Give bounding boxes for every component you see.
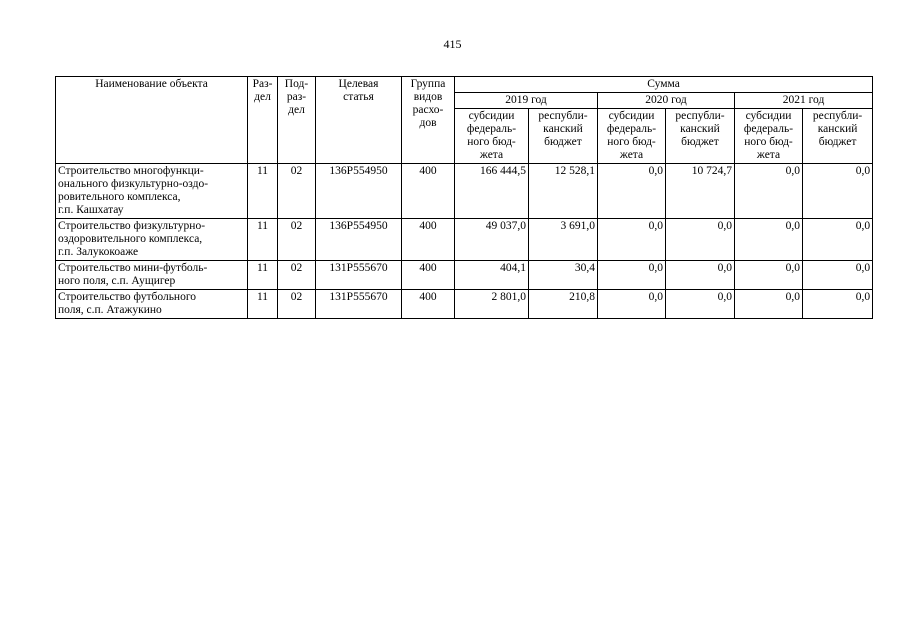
value-cell: 0,0 — [803, 261, 873, 290]
group-cell: 400 — [402, 290, 455, 319]
section-cell: 11 — [248, 261, 278, 290]
value-cell: 0,0 — [803, 290, 873, 319]
article-cell: 136Р554950 — [316, 219, 402, 261]
header-federal-subsidy: субсидии федераль- ного бюд- жета — [735, 109, 803, 164]
value-cell: 12 528,1 — [529, 164, 598, 219]
group-cell: 400 — [402, 164, 455, 219]
header-target-article: Целевая статья — [316, 77, 402, 164]
subsection-cell: 02 — [278, 261, 316, 290]
header-expense-group: Группа видов расхо- дов — [402, 77, 455, 164]
value-cell: 404,1 — [455, 261, 529, 290]
section-cell: 11 — [248, 164, 278, 219]
header-republic-budget: республи- канский бюджет — [529, 109, 598, 164]
header-republic-budget: республи- канский бюджет — [803, 109, 873, 164]
header-year-2019: 2019 год — [455, 93, 598, 109]
article-cell: 131Р555670 — [316, 261, 402, 290]
value-cell: 30,4 — [529, 261, 598, 290]
value-cell: 0,0 — [666, 219, 735, 261]
value-cell: 210,8 — [529, 290, 598, 319]
subsection-cell: 02 — [278, 219, 316, 261]
value-cell: 0,0 — [666, 261, 735, 290]
section-cell: 11 — [248, 219, 278, 261]
value-cell: 10 724,7 — [666, 164, 735, 219]
header-federal-subsidy: субсидии федераль- ного бюд- жета — [455, 109, 529, 164]
value-cell: 0,0 — [735, 164, 803, 219]
budget-table — [55, 76, 873, 319]
value-cell: 0,0 — [803, 164, 873, 219]
object-name: Строительство физкультурно- оздоровительного комплекса, г.п. Залукокоаже — [56, 219, 248, 261]
table-row — [56, 261, 873, 290]
group-cell: 400 — [402, 261, 455, 290]
value-cell: 3 691,0 — [529, 219, 598, 261]
table-row — [56, 219, 873, 261]
value-cell: 0,0 — [598, 290, 666, 319]
object-name: Строительство мини-футболь- ного поля, с.п. Аущигер — [56, 261, 248, 290]
value-cell: 0,0 — [803, 219, 873, 261]
table-row — [56, 164, 873, 219]
value-cell: 0,0 — [735, 261, 803, 290]
value-cell: 2 801,0 — [455, 290, 529, 319]
header-republic-budget: республи- канский бюджет — [666, 109, 735, 164]
value-cell: 0,0 — [598, 219, 666, 261]
value-cell: 166 444,5 — [455, 164, 529, 219]
group-cell: 400 — [402, 219, 455, 261]
page-number: 415 — [443, 37, 462, 51]
object-name: Строительство многофункци- онального физкультурно-оздо- ровительного комплекса, г.п. Кашхатау — [56, 164, 248, 219]
value-cell: 0,0 — [735, 290, 803, 319]
article-cell: 136Р554950 — [316, 164, 402, 219]
header-sum: Сумма — [455, 77, 873, 93]
object-name: Строительство футбольного поля, с.п. Атажукино — [56, 290, 248, 319]
value-cell: 49 037,0 — [455, 219, 529, 261]
header-federal-subsidy: субсидии федераль- ного бюд- жета — [598, 109, 666, 164]
value-cell: 0,0 — [598, 261, 666, 290]
header-subsection: Под- раз- дел — [278, 77, 316, 164]
subsection-cell: 02 — [278, 290, 316, 319]
table-body — [56, 164, 873, 319]
header-name: Наименование объекта — [56, 77, 248, 164]
table-header — [56, 77, 873, 164]
value-cell: 0,0 — [598, 164, 666, 219]
value-cell: 0,0 — [666, 290, 735, 319]
header-section: Раз- дел — [248, 77, 278, 164]
section-cell: 11 — [248, 290, 278, 319]
value-cell: 0,0 — [735, 219, 803, 261]
table-row — [56, 290, 873, 319]
header-year-2020: 2020 год — [598, 93, 735, 109]
article-cell: 131Р555670 — [316, 290, 402, 319]
subsection-cell: 02 — [278, 164, 316, 219]
header-year-2021: 2021 год — [735, 93, 873, 109]
